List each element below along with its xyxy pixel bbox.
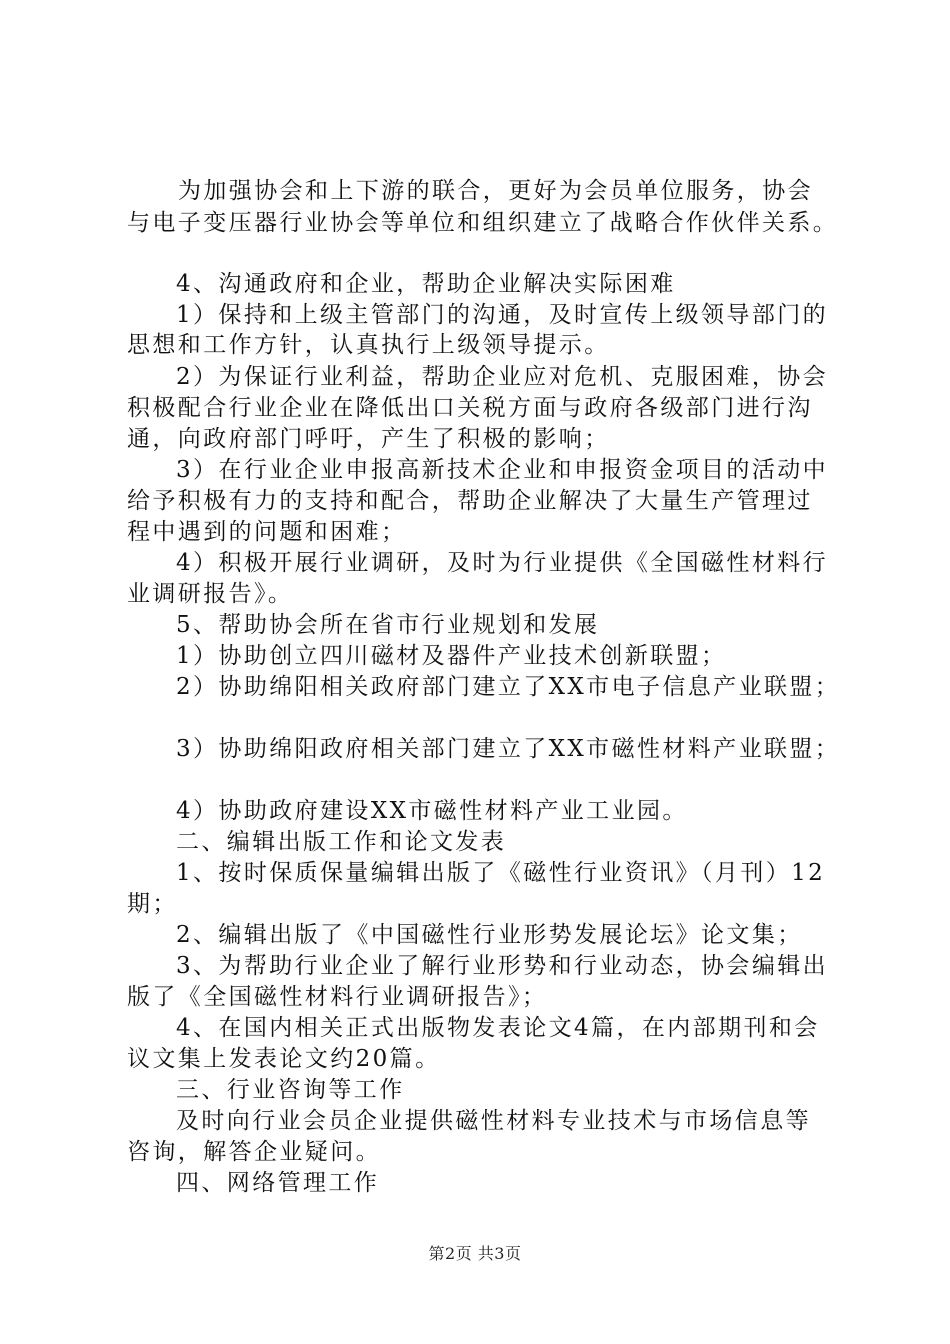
paragraph-line: 4、在国内相关正式出版物发表论文4篇，在内部期刊和会 — [176, 1015, 820, 1041]
paragraph-line: 3、为帮助行业企业了解行业形势和行业动态，协会编辑出 — [176, 953, 829, 979]
section-heading: 二、编辑出版工作和论文发表 — [176, 829, 507, 855]
paragraph-line: 3）协助绵阳政府相关部门建立了XX市磁性材料产业联盟； — [176, 736, 841, 762]
paragraph-line: 与电子变压器行业协会等单位和组织建立了战略合作伙伴关系。 — [127, 210, 839, 236]
page-number-footer: 第2页 共3页 — [428, 1244, 522, 1263]
paragraph-line: 通，向政府部门呼吁，产生了积极的影响； — [127, 426, 610, 452]
paragraph-line: 期； — [127, 891, 178, 917]
section-heading: 三、行业咨询等工作 — [176, 1077, 405, 1103]
paragraph-line: 咨询，解答企业疑问。 — [127, 1139, 381, 1165]
paragraph-line: 程中遇到的问题和困难； — [127, 519, 407, 545]
paragraph-line: 2）为保证行业利益，帮助企业应对危机、克服困难，协会 — [176, 364, 829, 390]
paragraph-line: 及时向行业会员企业提供磁性材料专业技术与市场信息等 — [176, 1108, 811, 1134]
paragraph-line: 议文集上发表论文约20篇。 — [127, 1046, 441, 1072]
paragraph-line: 给予积极有力的支持和配合，帮助企业解决了大量生产管理过 — [127, 488, 813, 514]
paragraph-line: 积极配合行业企业在降低出口关税方面与政府各级部门进行沟 — [127, 395, 813, 421]
paragraph-line: 1）协助创立四川磁材及器件产业技术创新联盟； — [176, 643, 727, 669]
paragraph-line: 业调研报告》。 — [127, 581, 294, 607]
paragraph-line: 1）保持和上级主管部门的沟通，及时宣传上级领导部门的 — [176, 302, 829, 328]
paragraph-line: 4）积极开展行业调研，及时为行业提供《全国磁性材料行 — [176, 550, 829, 576]
paragraph-line: 为加强协会和上下游的联合，更好为会员单位服务，协会 — [178, 178, 813, 204]
section-heading: 5、帮助协会所在省市行业规划和发展 — [176, 612, 600, 638]
paragraph-line: 2）协助绵阳相关政府部门建立了XX市电子信息产业联盟； — [176, 674, 841, 700]
paragraph-line: 版了《全国磁性材料行业调研报告》； — [127, 984, 548, 1010]
paragraph-line: 1、按时保质保量编辑出版了《磁性行业资讯》（月刊）12 — [176, 860, 826, 886]
paragraph-line: 3）在行业企业申报高新技术企业和申报资金项目的活动中 — [176, 457, 829, 483]
section-heading: 4、沟通政府和企业，帮助企业解决实际困难 — [176, 271, 676, 297]
paragraph-line: 2、编辑出版了《中国磁性行业形势发展论坛》论文集； — [176, 922, 803, 948]
paragraph-line: 思想和工作方针，认真执行上级领导提示。 — [127, 332, 610, 358]
section-heading: 四、网络管理工作 — [176, 1170, 380, 1196]
paragraph-line: 4）协助政府建设XX市磁性材料产业工业园。 — [176, 798, 688, 824]
